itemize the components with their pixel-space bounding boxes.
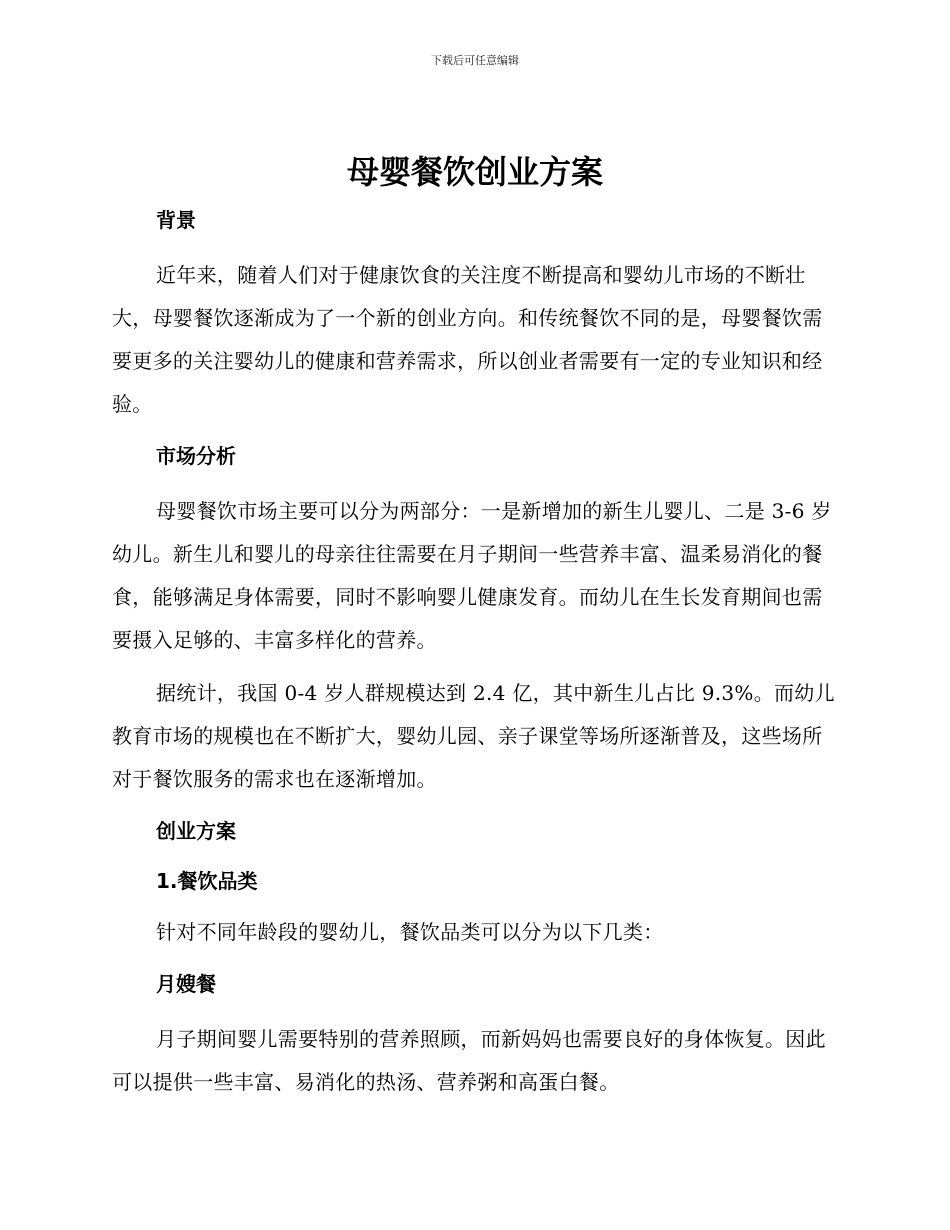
subheading-confinement-meal: 月嫂餐 — [156, 972, 216, 996]
paragraph-market-1: 母婴餐饮市场主要可以分为两部分：一是新增加的新生儿婴儿、二是 3-6 岁幼儿。新生儿和婴儿的母亲往往需要在月子期间一些营养丰富、温柔易消化的餐食，能够满足身体需要，同时不影响婴儿健康发育。而幼儿在生长发育期间也需要摄入足够的、丰富多样化的营养。 — [112, 499, 832, 652]
section-heading-plan: 创业方案 — [156, 819, 236, 843]
paragraph-background: 近年来，随着人们对于健康饮食的关注度不断提高和婴幼儿市场的不断壮大，母婴餐饮逐渐成为了一个新的创业方向。和传统餐饮不同的是，母婴餐饮需要更多的关注婴幼儿的健康和营养需求，所以创业者需要有一定的专业知识和经验。 — [112, 263, 823, 416]
document-title: 母婴餐饮创业方案 — [346, 153, 603, 191]
paragraph-market-2: 据统计，我国 0-4 岁人群规模达到 2.4 亿，其中新生儿占比 9.3%。而幼儿教育市场的规模也在不断扩大，婴幼儿园、亲子课堂等场所逐渐普及，这些场所对于餐饮服务的需求也在逐渐增加。 — [112, 681, 835, 791]
page-header: 下载后可任意编辑 — [431, 54, 519, 67]
subheading-category: 1.餐饮品类 — [156, 869, 258, 893]
section-heading-market: 市场分析 — [156, 444, 236, 468]
document-body — [112, 200, 838, 1104]
paragraph-category: 针对不同年龄段的婴幼儿，餐饮品类可以分为以下几类： — [156, 920, 664, 944]
paragraph-confinement-meal: 月子期间婴儿需要特别的营养照顾，而新妈妈也需要良好的身体恢复。因此可以提供一些丰富、易消化的热汤、营养粥和高蛋白餐。 — [112, 1027, 826, 1094]
section-heading-background: 背景 — [156, 208, 196, 232]
